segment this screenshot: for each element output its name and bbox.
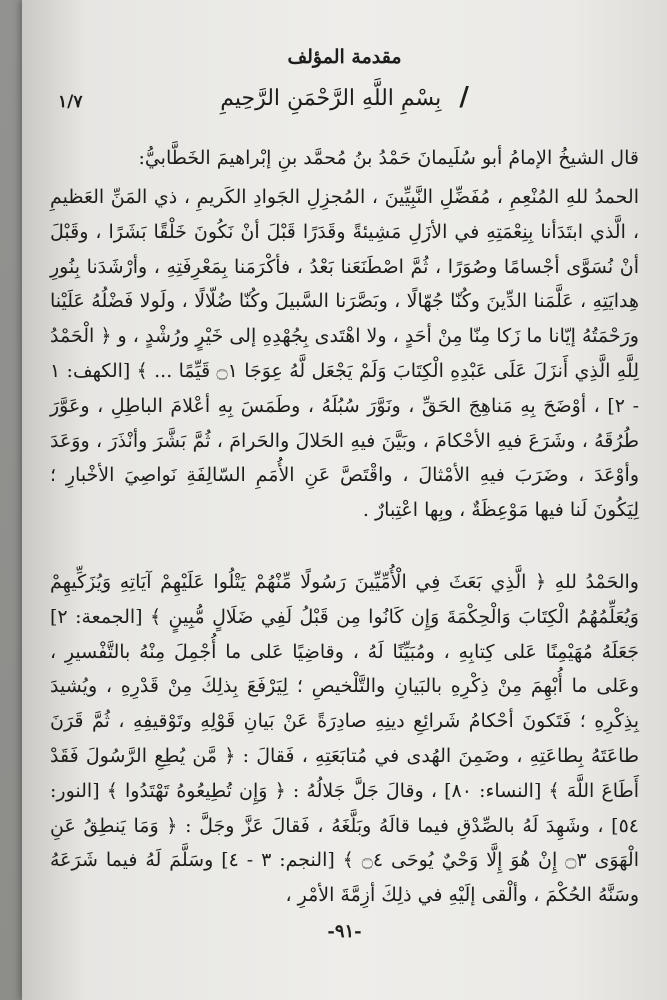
basmala-text: بِسْمِ اللَّهِ الرَّحْمَنِ الرَّحِيمِ [220,86,442,111]
book-page [22,0,667,1000]
page-reference: ١/٧ [58,92,83,112]
paragraph-prophet: والحَمْدُ للهِ ﴿ الَّذِي بَعَثَ فِي الْأُمِّيِّينَ رَسُولًا مِّنْهُمْ يَتْلُوا عَلَيْهِمْ آيَاتِهِ وَيُزَكِّيهِمْ وَيُعَلِّمُهُمُ الْكِتَابَ وَالْحِكْمَةَ وَإِن كَانُوا مِن قَبْلُ لَفِي ضَلَالٍ مُّبِينٍ ﴾ [الجمعة: ٢] جَعَلَهُ مُهَيْمِنًا عَلى كِتابِهِ ، ومُبَيِّنًا لَهُ ، وقاضِيًا عَلى ما أُجْمِلَ مِنْهُ بالتَّفْسيرِ ، وعَلى ما أُبْهِمَ مِنْ ذِكْرِهِ بالبَيانِ والتَّلْخيصِ ؛ لِيَرْفَعَ بِذلِكَ مِنْ قَدْرِهِ ، ويُشيدَ بِذِكْرِهِ ؛ فَتَكونَ أحْكامُ شَرائِعِ دينِهِ صادِرَةً عَنْ بَيانِ قَوْلِهِ وتَوْقيفِهِ ، ثُمَّ قَرَنَ طاعَتَهُ بِطاعَتِهِ ، وضَمِنَ الهُدى في مُتابَعَتِهِ ، فَقالَ : ﴿ مَّن يُطِعِ الرَّسُولَ فَقَدْ أَطَاعَ اللَّهَ ﴾ [النساء: ٨٠] ، وقالَ جَلَّ جَلالُهُ : ﴿ وَإِن تُطِيعُوهُ تَهْتَدُوا ﴾ [النور: ٥٤] ، وشَهِدَ لَهُ بالصِّدْقِ فيما قالَهُ وبَلَّغَهُ ، فَقالَ عَزَّ وجَلَّ : ﴿ وَمَا يَنطِقُ عَنِ الْهَوَى ۝٣ إِنْ هُوَ إِلَّا وَحْيٌ يُوحَى ۝٤ ﴾ [النجم: ٣ - ٤] وسَلَّمَ لَهُ فيما شَرَعَهُ وسَنَّهُ الحُكْمَ ، وألْقى إلَيْهِ في ذلِكَ أزِمَّةَ الأمْرِ ، [50,571,639,907]
basmala-line [50,82,639,112]
paragraph-praise: الحمدُ للهِ المُنْعِمِ ، مُفَضِّلِ النَّبِيِّينَ ، المُجزِلِ الجَوادِ الكَريمِ ، ذي المَنِّ العَظيمِ ، الَّذي ابتَدَأنا بِنِعْمَتِهِ في الأزَلِ مَشِيئةً وقَدَرًا قَبْلَ أنْ نَكُونَ خَلْقًا بَشَرًا ، وقَبْلَ أنْ نُسَوَّى أجْسامًا وصُوَرًا ، ثُمَّ اصْطَنَعَنا بَعْدُ ، فأكْرَمَنا بِمَعْرِفَتِهِ ، وأرْشَدَنا بِنُورِ هِدايَتِهِ ، عَلَّمَنا الدِّينَ وكُنّا جُهّالًا ، وبَصَّرَنا السَّبيلَ وكُنّا ضُلّالًا ، ولَولا فَضْلُهُ عَلَيْنا ورَحْمَتُهُ إيّانا ما زَكا مِنّا مِنْ أحَدٍ ، ولا اهْتَدى بِجُهْدِهِ إلى خَيْرٍ ورُشْدٍ ، و ﴿ الْحَمْدُ لِلَّهِ الَّذِي أَنزَلَ عَلَى عَبْدِهِ الْكِتَابَ وَلَمْ يَجْعَل لَّهُ عِوَجَا ۝١ قَيِّمًا ... ﴾ [الكهف: ١ - ٢] ، أوْضَحَ بِهِ مَناهِجَ الحَقِّ ، ونَوَّرَ سُبُلَهُ ، وطَمَسَ بِهِ أعْلامَ الباطِلِ ، وعَوَّرَ طُرُقَهُ ، وشَرَعَ فيهِ الأحْكامَ ، وبَيَّنَ فيهِ الحَلالَ والحَرامَ ، ثُمَّ بَشَّرَ وأنْذَرَ ، ووَعَدَ وأوْعَدَ ، وضَرَبَ فيهِ الأمْثالَ ، واقْتَصَّ عَنِ الأُمَمِ السّالِفَةِ نَواصِيَ الأخْبارِ ؛ لِيَكُونَ لَنا فيها مَوْعِظَةٌ ، وبِها اعْتِبارٌ . [50,186,639,522]
intro-line: قال الشيخُ الإمامُ أبو سُلَيمانَ حَمْدُ بنُ مُحمَّد بنِ إبْراهيمَ الخَطَّابيُّ: [138,147,639,169]
page-content [50,0,639,1000]
page-number: -٩١- [327,921,362,942]
section-mark: / [459,82,469,112]
chapter-header: مقدمة المؤلف [287,46,402,68]
